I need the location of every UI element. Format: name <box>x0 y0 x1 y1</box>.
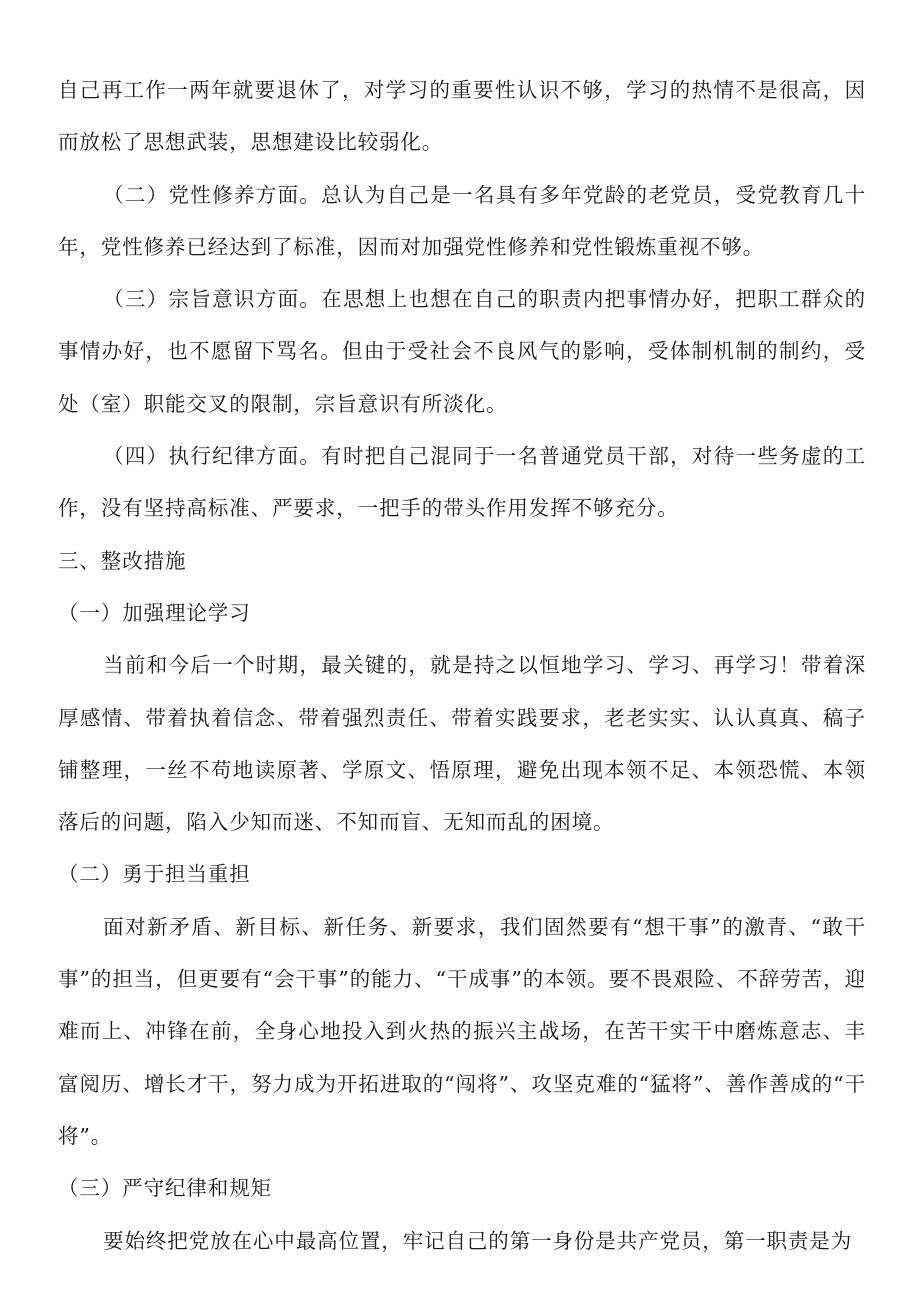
paragraph-take-responsibility: 面对新矛盾、新目标、新任务、新要求，我们固然要有“想干事”的激青、“敢干事”的担当，但更要有“会干事”的能力、“干成事”的本领。要不畏艰险、不辞劳苦，迎难而上、冲锋在前，全身心地投入到火热的振兴主战场，在苦干实干中磨炼意志、丰富阅历、增长才干，努力成为开拓进取的“闯将”、攻坚克难的“猛将”、善作善成的“干将”。 <box>58 914 866 1148</box>
document-page <box>58 64 866 1267</box>
subheading-observe-discipline: （三）严守纪律和规矩 <box>58 1176 272 1201</box>
subheading-take-responsibility: （二）勇于担当重担 <box>58 862 251 887</box>
paragraph-observe-discipline: 要始终把党放在心中最高位置，牢记自己的第一身份是共产党员，第一职责是为 <box>103 1228 853 1253</box>
paragraph-purpose-awareness: （三）宗旨意识方面。在思想上也想在自己的职责内把事情办好，把职工群众的事情办好，也不愿留下骂名。但由于受社会不良风气的影响，受体制机制的制约，受处（室）职能交叉的限制，宗旨意识有所淡化。 <box>58 287 866 416</box>
section-heading-rectification: 三、整改措施 <box>58 548 187 573</box>
paragraph-party-spirit: （二）党性修养方面。总认为自己是一名具有多年党龄的老党员，受党教育几十年，党性修养已经达到了标准，因而对加强党性修养和党性锻炼重视不够。 <box>58 182 866 259</box>
paragraph-theory-study: 当前和今后一个时期，最关键的，就是持之以恒地学习、学习、再学习！带着深厚感情、带着执着信念、带着强烈责任、带着实践要求，老老实实、认认真真、稿子铺整理，一丝不苟地读原著、学原文、悟原理，避免出现本领不足、本领恐慌、本领落后的问题，陷入少知而迷、不知而盲、无知而乱的困境。 <box>58 653 866 835</box>
paragraph-continuation: 自己再工作一两年就要退休了，对学习的重要性认识不够，学习的热情不是很高，因而放松了思想武装，思想建设比较弱化。 <box>58 78 866 155</box>
paragraph-discipline: （四）执行纪律方面。有时把自己混同于一名普通党员干部，对待一些务虚的工作，没有坚持高标准、严要求，一把手的带头作用发挥不够充分。 <box>58 444 866 521</box>
subheading-theory-study: （一）加强理论学习 <box>58 600 251 625</box>
